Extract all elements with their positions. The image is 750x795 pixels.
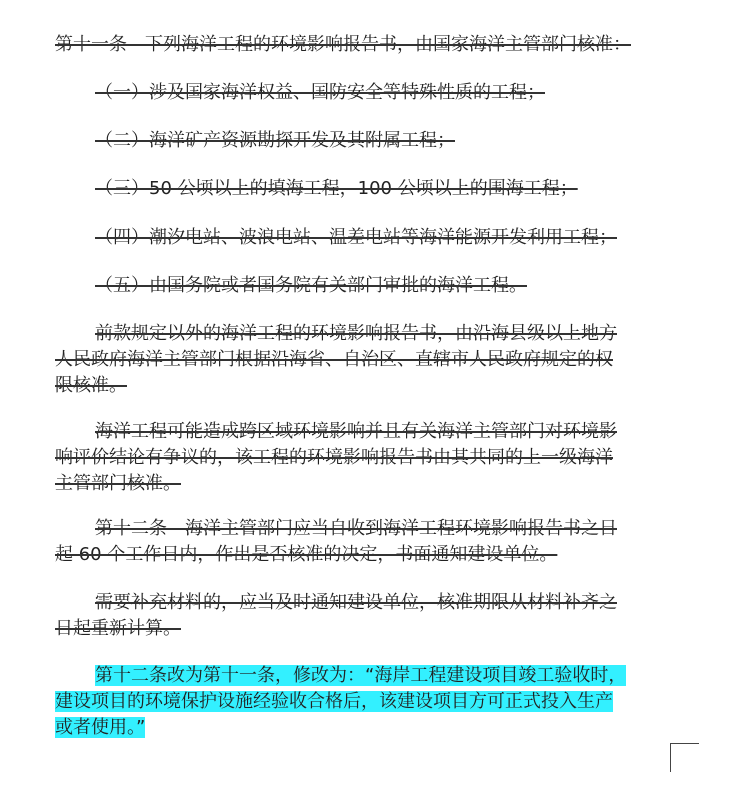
page-corner-mark bbox=[670, 743, 699, 772]
article11-item-5: （五）由国务院或者国务院有关部门审批的海洋工程。 bbox=[95, 275, 527, 296]
article11-item-4: （四）潮汐电站、波浪电站、温差电站等海洋能源开发利用工程； bbox=[95, 227, 617, 248]
article11-item-1: （一）涉及国家海洋权益、国防安全等特殊性质的工程； bbox=[95, 82, 545, 103]
article11-heading: 第十一条 下列海洋工程的环境影响报告书，由国家海洋主管部门核准： bbox=[55, 34, 631, 55]
article11-paragraph-1: 前款规定以外的海洋工程的环境影响报告书，由沿海县级以上地方 人民政府海洋主管部门根据沿海省、自治区、直辖市人民政府规定的权 限核准。 bbox=[55, 323, 617, 396]
article11-item-2: （二）海洋矿产资源勘探开发及其附属工程； bbox=[95, 130, 455, 151]
article11-paragraph-2: 海洋工程可能造成跨区域环境影响并且有关海洋主管部门对环境影 响评价结论有争议的，该工程的环境影响报告书由其共同的上一级海洋 主管部门核准。 bbox=[55, 421, 617, 494]
article11-item-3: （三）50 公顷以上的填海工程，100 公顷以上的围海工程； bbox=[95, 178, 578, 199]
article12-paragraph-1: 第十二条 海洋主管部门应当自收到海洋工程环境影响报告书之日 起 60 个工作日内，作出是否核准的决定，书面通知建设单位。 bbox=[55, 518, 617, 565]
article12-paragraph-2: 需要补充材料的，应当及时通知建设单位，核准期限从材料补齐之 日起重新计算。 bbox=[55, 592, 617, 639]
amendment-paragraph: 第十二条改为第十一条，修改为：“海岸工程建设项目竣工验收时， 建设项目的环境保护设施经验收合格后，该建设项目方可正式投入生产 或者使用。” bbox=[55, 665, 627, 738]
